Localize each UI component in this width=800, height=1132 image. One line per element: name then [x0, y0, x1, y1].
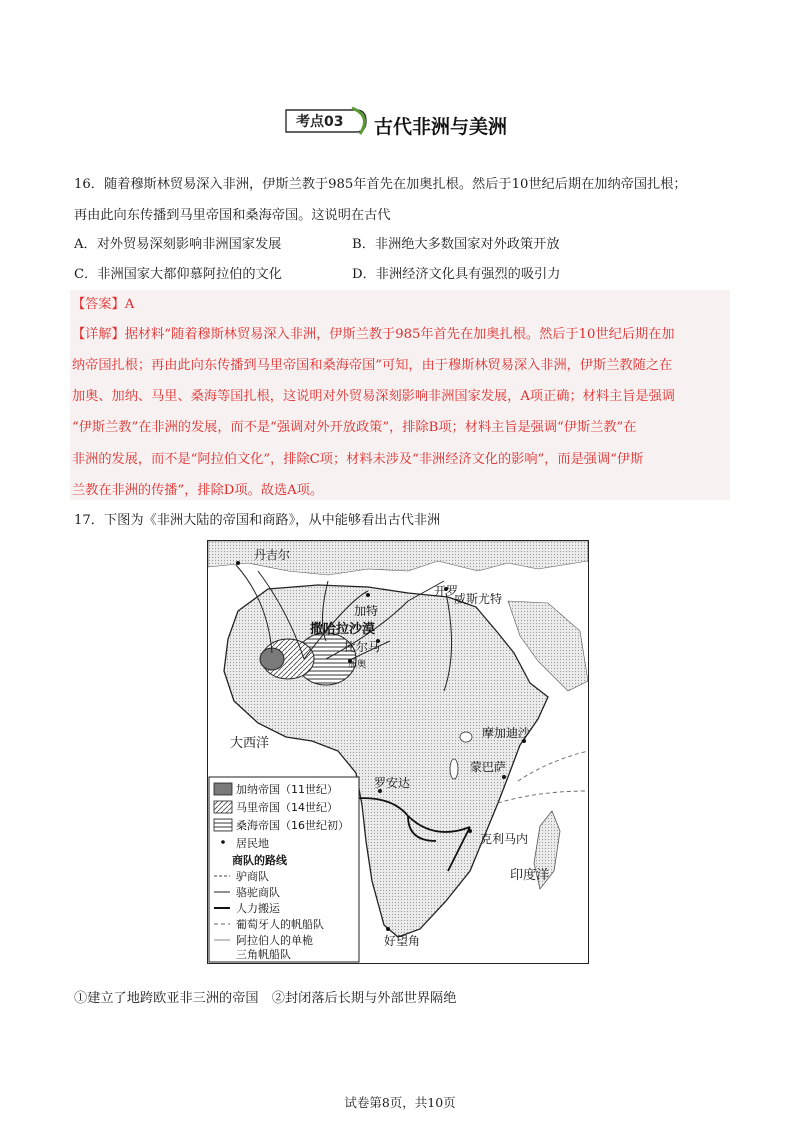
label-indian-ocean: 印度洋: [510, 868, 550, 883]
q16-stem-line2: 再由此向东传播到马里帝国和桑海帝国。这说明在古代: [74, 208, 391, 223]
legend-songhai: 桑海帝国（16世纪初）: [236, 819, 349, 832]
legend-settlement: 居民地: [236, 837, 269, 850]
label-jiaao: 加奥: [348, 660, 367, 670]
map-legend: [209, 777, 359, 962]
label-bilma: 比尔马: [344, 640, 381, 654]
q16-detail-line3: 加奥、加纳、马里、桑海等国扎根，这说明对外贸易深刻影响非洲国家发展，A项正确；材料主旨是强调: [72, 389, 675, 404]
q16-detail-line1: 【详解】据材料“随着穆斯林贸易深入非洲，伊斯兰教于985年首先在加奥扎根。然后于10世纪后期在加: [72, 327, 675, 342]
africa-map: [207, 540, 589, 964]
legend-routes-title: 商队的路线: [232, 854, 287, 867]
legend-human: 人力搬运: [236, 902, 280, 915]
africa-map-svg: [208, 541, 588, 963]
q16-detail-line5: 非洲的发展，而不是“阿拉伯文化”，排除C项；材料未涉及“非洲经济文化的影响”，而是强调“伊斯: [72, 452, 644, 467]
label-luanda: 罗安达: [374, 776, 411, 790]
q16-detail-line2: 纳帝国扎根；再由此向东传播到马里帝国和桑海帝国”可知，由于穆斯林贸易深入非洲，伊斯兰教随之在: [72, 358, 673, 373]
label-kilwa: 克利马内: [480, 832, 529, 846]
label-sahara: 撒哈拉沙漠: [310, 622, 376, 637]
q16-option-d: D．非洲经济文化具有强烈的吸引力: [352, 267, 561, 282]
label-tangier: 丹吉尔: [254, 548, 291, 562]
badge-label: 考点03: [296, 114, 344, 130]
label-atlantic: 大西洋: [230, 736, 270, 751]
label-cape: 好望角: [384, 934, 421, 948]
legend-portuguese: 葡萄牙人的帆船队: [236, 918, 324, 931]
section-header: [282, 100, 542, 146]
q16-option-b: B．非洲绝大多数国家对外政策开放: [352, 237, 560, 252]
q16-option-c: C．非洲国家大都仰慕阿拉伯的文化: [74, 267, 282, 282]
q16-answer: 【答案】A: [72, 297, 135, 312]
label-cairo: 开罗: [434, 584, 459, 598]
label-mogadishu: 摩加迪沙: [482, 726, 531, 740]
q16-option-a: A．对外贸易深刻影响非洲国家发展: [74, 237, 282, 252]
q17-statements: ①建立了地跨欧亚非三洲的帝国 ②封闭落后长期与外部世界隔绝: [74, 991, 457, 1006]
label-gat: 加特: [354, 604, 379, 618]
legend-mali: 马里帝国（14世纪）: [236, 801, 338, 814]
label-mombasa: 蒙巴萨: [470, 760, 507, 774]
q16-stem-line1: 16．随着穆斯林贸易深入非洲，伊斯兰教于985年首先在加奥扎根。然后于10世纪后期在加纳帝国扎根；: [74, 177, 687, 192]
legend-camel: 骆驼商队: [236, 886, 280, 899]
legend-arab-line2: 三角帆船队: [236, 948, 291, 961]
legend-ghana: 加纳帝国（11世纪）: [236, 783, 338, 796]
q16-detail-line6: 兰教在非洲的传播”，排除D项。故选A项。: [72, 483, 324, 498]
q16-detail-line4: “伊斯兰教”在非洲的发展，而不是“强调对外开放政策”，排除B项；材料主旨是强调“伊斯兰教”在: [72, 420, 637, 435]
legend-donkey: 驴商队: [236, 870, 269, 883]
q17-stem: 17．下图为《非洲大陆的帝国和商路》，从中能够看出古代非洲: [74, 513, 441, 528]
label-venice: 威斯尤特: [454, 592, 503, 606]
section-title: 古代非洲与美洲: [374, 116, 508, 138]
legend-arab-line1: 阿拉伯人的单桅: [236, 934, 313, 947]
page-footer: 试卷第8页，共10页: [344, 1095, 456, 1110]
